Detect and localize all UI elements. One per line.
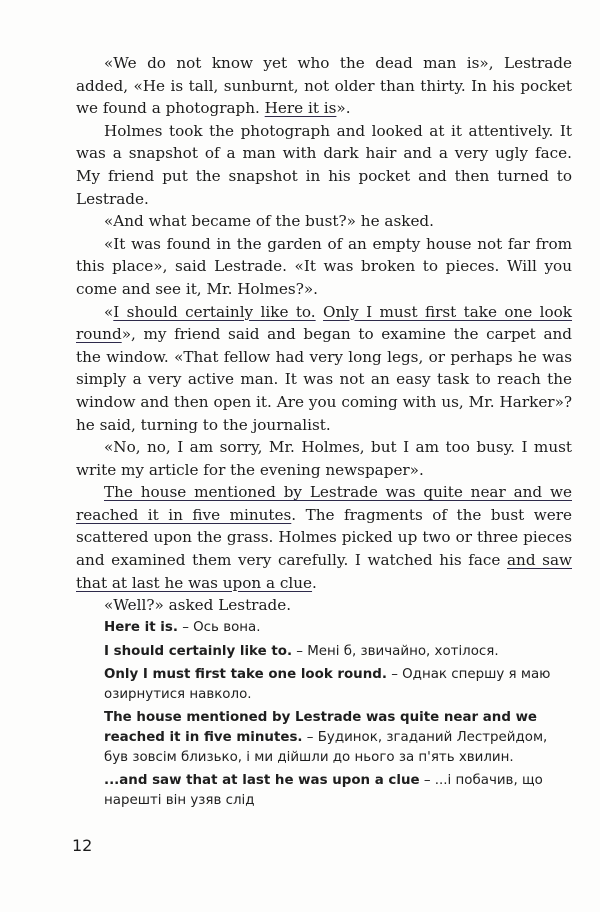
glossary-item xyxy=(104,642,564,662)
paragraph: «And what became of the bust?» he asked. xyxy=(104,212,434,231)
page-number: 12 xyxy=(72,836,93,855)
glossary xyxy=(104,618,564,814)
paragraph: Holmes took the photograph and looked at it attentively. It was a snapshot of a man with dark hair and a very ugly face. My friend put the snapshot in his pocket and then turned to Lestrade. xyxy=(76,121,572,208)
glossary-term: ...and saw that at last he was upon a clue xyxy=(104,773,420,789)
glossary-term: Only I must first take one look round. xyxy=(104,667,387,683)
underlined-phrase: and saw that at last he was upon a clue xyxy=(76,551,572,592)
underlined-phrase: The house mentioned by Lestrade was quite near and we reached it in five minutes xyxy=(76,483,572,524)
glossary-translation: – Мені б, звичайно, хотілося. xyxy=(292,643,499,659)
underlined-phrase: Only I must first take one look round xyxy=(76,302,573,344)
glossary-term: I should certainly like to. xyxy=(104,643,293,659)
glossary-translation: – Однак спершу я маю озирнутися навколо. xyxy=(104,667,551,702)
glossary-term: Here it is. xyxy=(104,620,178,635)
glossary-item xyxy=(104,708,564,767)
paragraph: «I should certainly like to. Only I must first take one look round», my friend said and began to examine the carpet and the window. «That fellow had very long legs, or perhaps he was simply a very active man. It was not an easy task to reach the window and then open it. Are you coming with us, Mr. Harker»? he said, turning to the journalist. xyxy=(76,302,573,434)
glossary-term: The house mentioned by Lestrade was quite near and we reached it in five minutes. xyxy=(104,710,538,745)
glossary-item xyxy=(104,665,564,704)
underlined-phrase: Here it is xyxy=(264,99,337,118)
paragraph: «We do not know yet who the dead man is», Lestrade added, «He is tall, sunburnt, not older than thirty. In his pocket we found a photograph. Here it is». xyxy=(76,54,572,118)
glossary-translation: – ...і побачив, що нарешті він узяв слід xyxy=(104,773,543,808)
glossary-translation: – Ось вона. xyxy=(177,620,261,635)
story-text xyxy=(76,52,572,617)
paragraph: «No, no, I am sorry, Mr. Holmes, but I am too busy. I must write my article for the evening newspaper». xyxy=(76,438,572,479)
paragraph: The house mentioned by Lestrade was quite near and we reached it in five minutes. The fragments of the bust were scattered upon the grass. Holmes picked up two or three pieces and examined them very carefully. I watched his face and saw that at last he was upon a clue. xyxy=(76,483,572,592)
glossary-translation: – Будинок, згаданий Лестрейдом, був зовсім близько, і ми дійшли до нього за п'ять хвилин. xyxy=(104,729,548,765)
glossary-item xyxy=(104,771,564,810)
paragraph: «Well?» asked Lestrade. xyxy=(104,596,292,615)
glossary-item xyxy=(104,618,564,638)
underlined-phrase: I should certainly like to. xyxy=(113,302,316,321)
paragraph: «It was found in the garden of an empty house not far from this place», said Lestrade. «It was broken to pieces. Will you come and see it, Mr. Holmes?». xyxy=(76,234,572,298)
